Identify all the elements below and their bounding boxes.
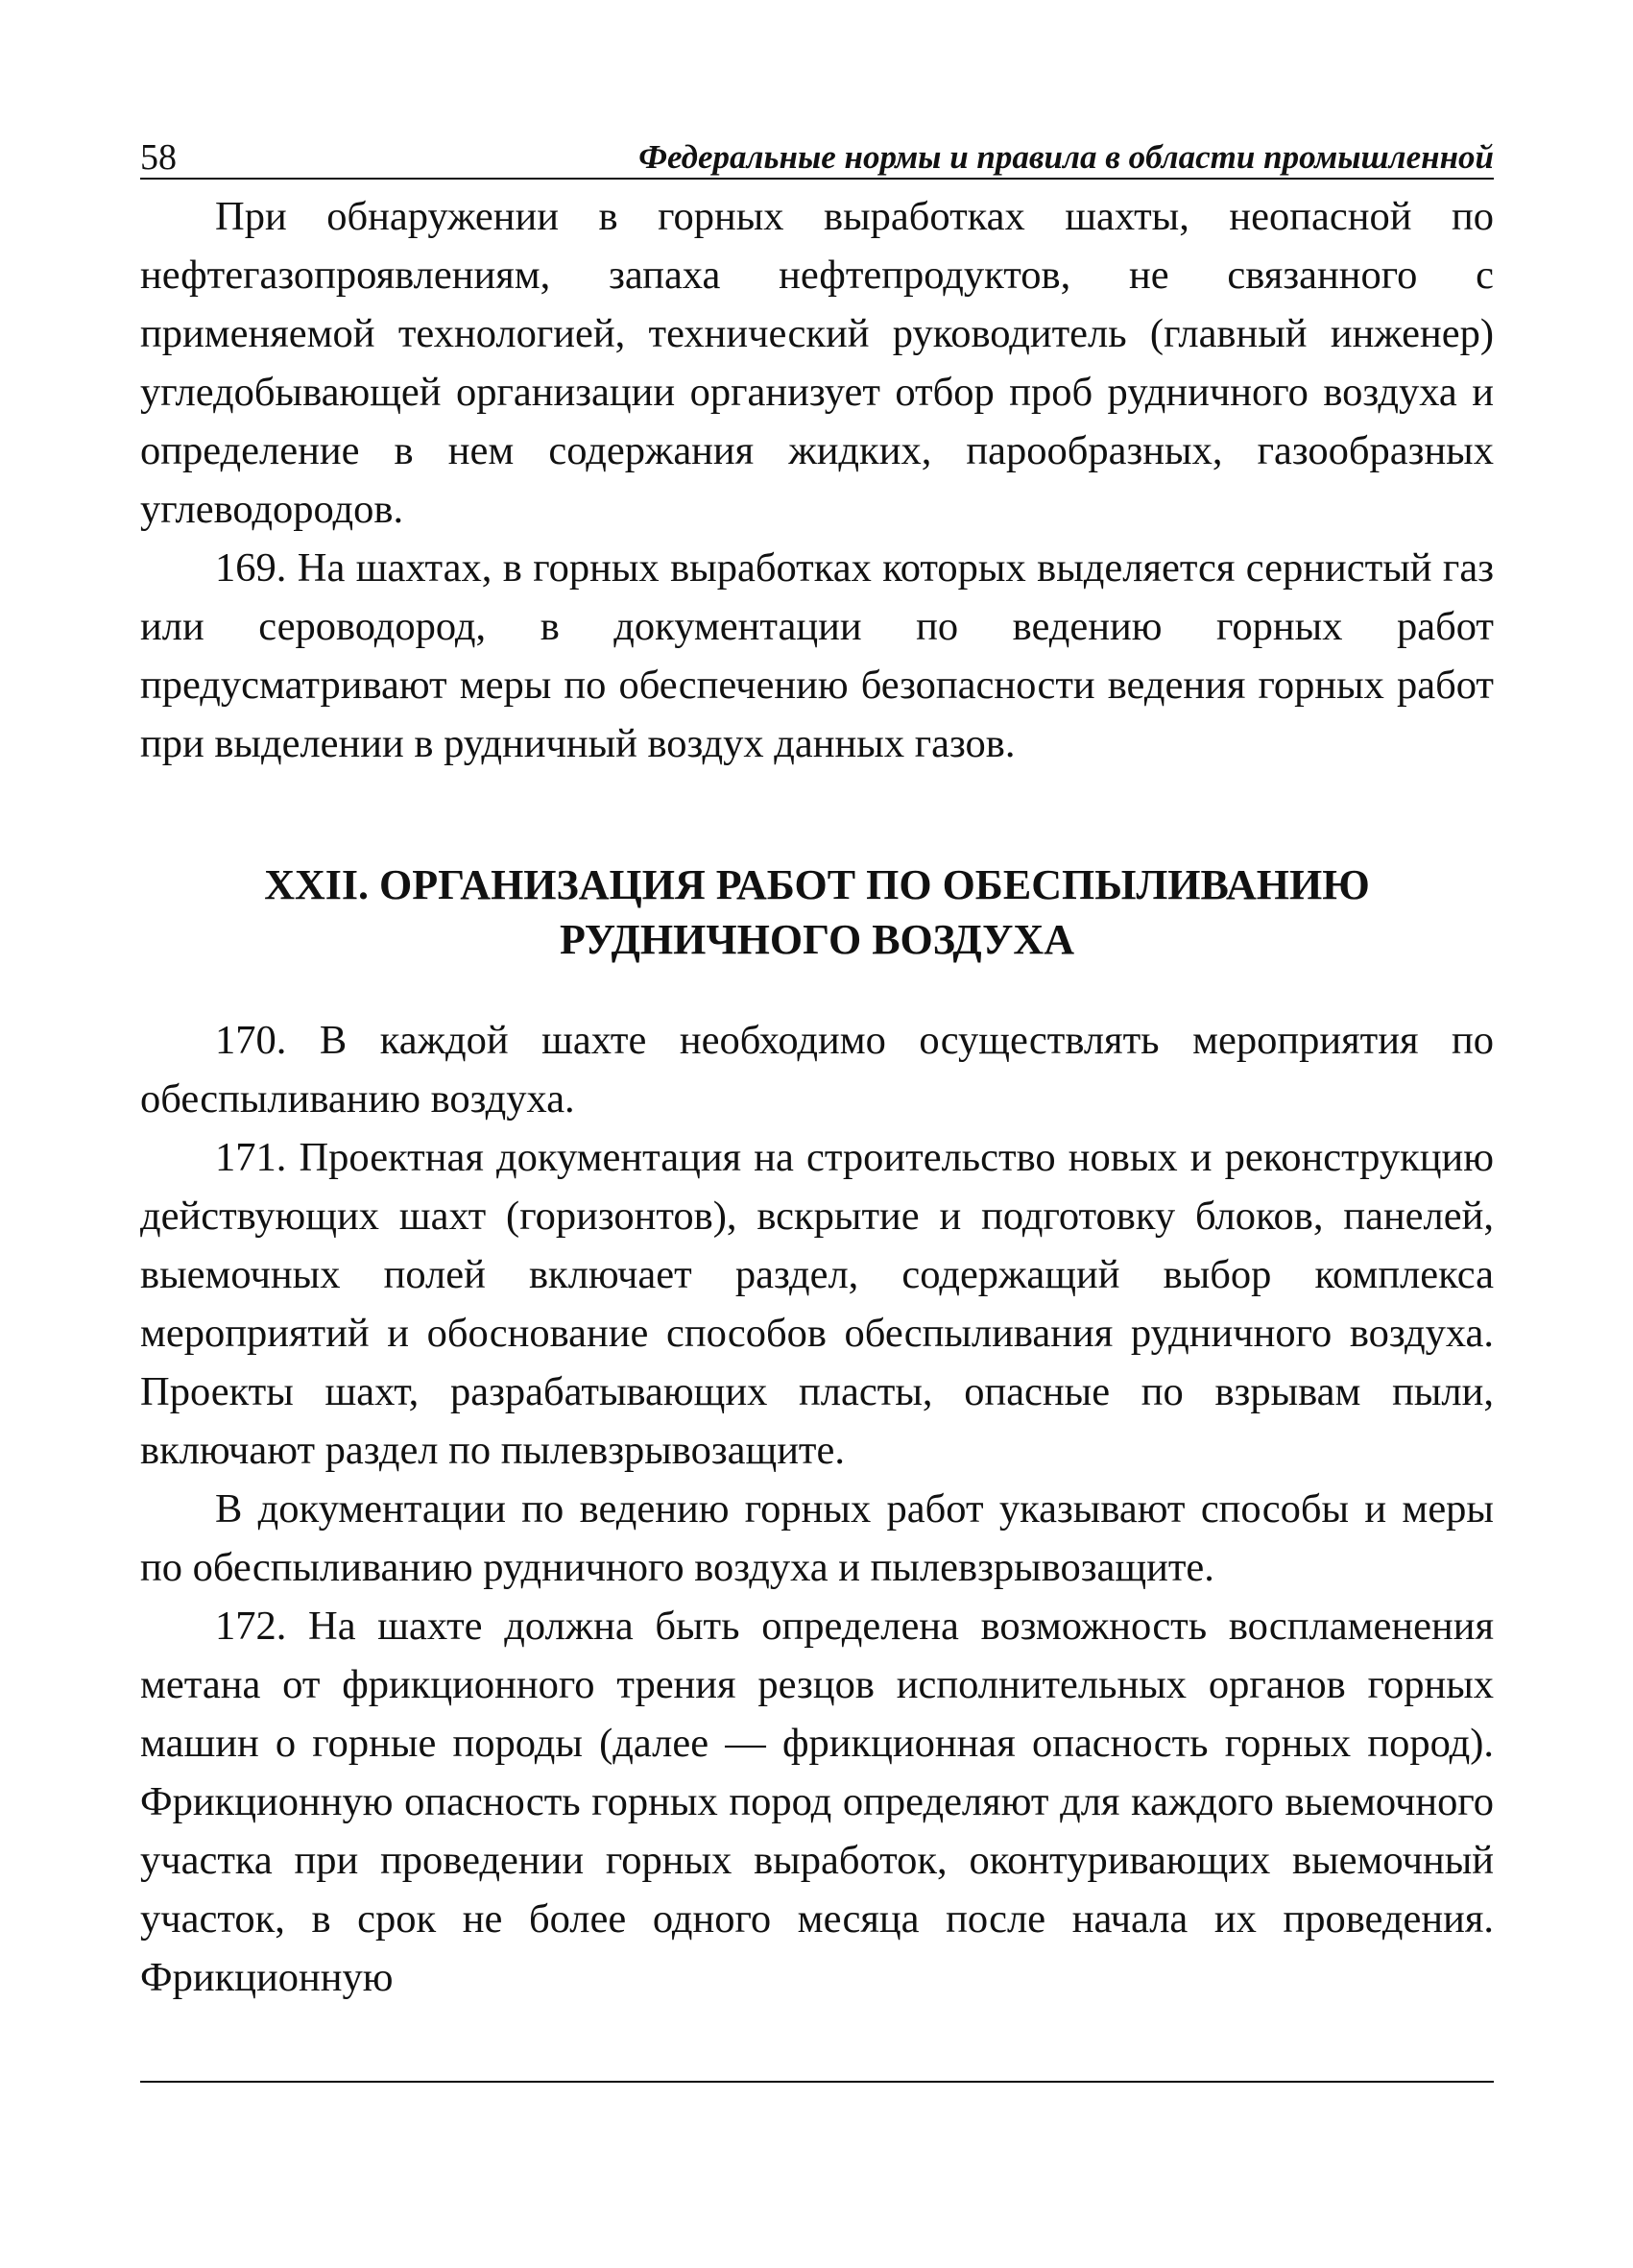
paragraph-171: 171. Проектная документация на строительство новых и реконструкцию действующих шахт (горизонтов), вскрытие и подготовку блоков, панелей, выемочных полей включает раздел, содержащий выбор комплекса мероприятий и обоснование способов обеспыливания рудничного воздуха. Проекты шахт, разрабатывающих пласты, опасные по взрывам пыли, включают раздел по пылевзрывозащите.	[140, 1135, 1494, 1473]
paragraph-intro: При обнаружении в горных выработках шахты, неопасной по нефтегазопроявлениям, запаха нефтепродуктов, не связанного с применяемой технологией, технический руководитель (главный инженер) угледобывающей организации организует отбор проб рудничного воздуха и определение в нем содержания жидких, парообразных, газообразных углеводородов.	[140, 194, 1494, 532]
paragraph-172: 172. На шахте должна быть определена возможность воспламенения метана от фрикционного трения резцов исполнительных органов горных машин о горные породы (далее — фрикционная опасность горных пород). Фрикционную опасность горных пород определяют для каждого выемочного участка при проведении горных выработок, оконтуривающих выемочный участок, в срок не более одного месяца после начала их проведения. Фрикционную	[140, 1604, 1494, 2000]
paragraph-171-continued: В документации по ведению горных работ указывают способы и меры по обеспыливанию рудничного воздуха и пылевзрывозащите.	[140, 1486, 1494, 1590]
paragraph-169: 169. На шахтах, в горных выработках которых выделяется сернистый газ или сероводород, в документации по ведению горных работ предусматривают меры по обеспечению безопасности ведения горных работ при выделении в рудничный воздух данных газов.	[140, 545, 1494, 766]
paragraph-170: 170. В каждой шахте необходимо осуществлять мероприятия по обеспыливанию воздуха.	[140, 1018, 1494, 1122]
section-heading-line-1: XXII. ОРГАНИЗАЦИЯ РАБОТ ПО ОБЕСПЫЛИВАНИЮ	[264, 861, 1370, 908]
section-heading	[140, 857, 1494, 967]
page-body	[140, 180, 1494, 2007]
running-header	[140, 120, 1494, 180]
document-page	[140, 120, 1494, 2007]
section-heading-line-2: РУДНИЧНОГО ВОЗДУХА	[560, 916, 1074, 963]
page-number: 58	[140, 137, 177, 178]
running-title: Федеральные нормы и правила в области промышленной	[638, 138, 1494, 176]
footer-divider	[140, 2081, 1494, 2083]
